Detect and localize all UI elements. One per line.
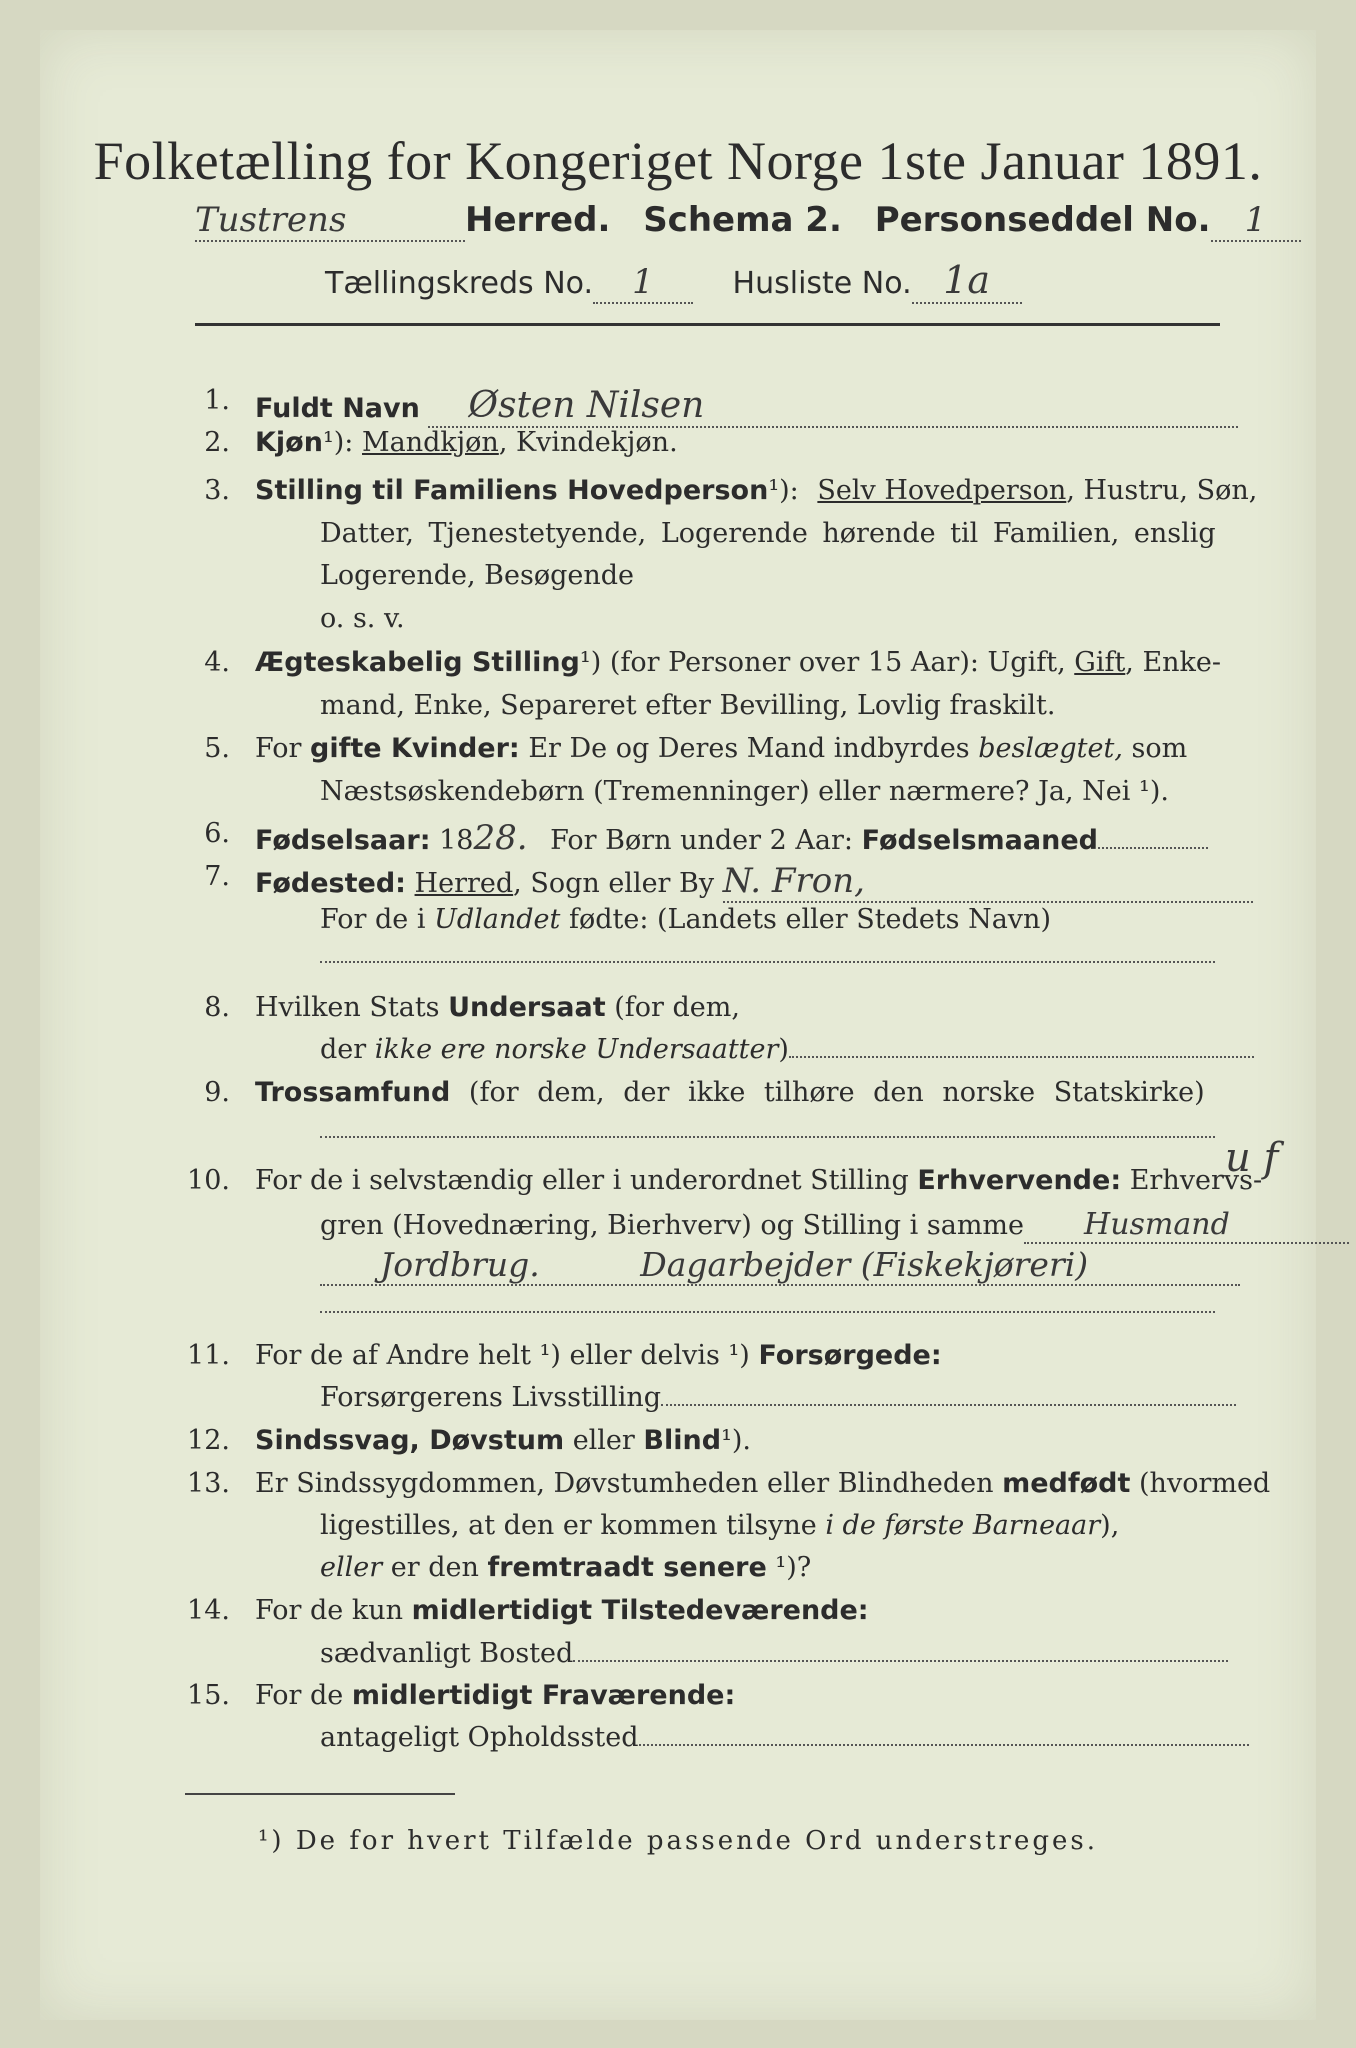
herred-label: Herred. [465, 200, 611, 240]
header-rule [195, 323, 1220, 326]
item-1-full-name [255, 385, 1238, 428]
marital-label: Ægteskabelig Stilling [255, 647, 580, 678]
birth-month-label: Fødselsmaaned [861, 825, 1098, 856]
footnote: ¹) De for hvert Tilfælde passende Ord understreges. [257, 1826, 1098, 1856]
occupation-line2: gren (Hovednæring, Bierhverv) og Stilling i samme [320, 1210, 1025, 1241]
married-women-question: Er De og Deres Mand indbyrdes [528, 733, 970, 764]
congenital-line2-close: ), [1100, 1510, 1120, 1541]
item-9-number: 9. [204, 1077, 230, 1108]
schema-label: Schema 2. [643, 200, 842, 240]
disability-blind: Blind [643, 1425, 722, 1456]
disability-footnote: ¹). [721, 1425, 752, 1456]
birth-month-blank [1098, 841, 1208, 849]
religion-rest: (for dem, der ikke tilhøre den norske Statskirke) [468, 1077, 1205, 1108]
religion-label: Trossamfund [255, 1077, 451, 1108]
citizenship-line2-pre: der [320, 1034, 367, 1065]
congenital-line3-pre: er den [390, 1552, 479, 1583]
item-5-line-2: Næstsøskendebørn (Tremenninger) eller nærmere? Ja, Nei ¹). [320, 776, 1169, 807]
supporter-occupation-label: Forsørgerens Livsstilling [320, 1382, 662, 1413]
temporary-present-pre: For de kun [255, 1595, 403, 1626]
citizenship-pre: Hvilken Stats [255, 992, 440, 1023]
item-9-religion [255, 1077, 1205, 1108]
item-7-blank-line [320, 955, 1215, 963]
congenital-line3-bold: fremtraadt senere [487, 1552, 767, 1583]
occupation-handwritten-dagarbejder: Dagarbejder (Fiskekjøreri) [640, 1245, 1089, 1284]
item-5-married-women [255, 733, 1187, 764]
position-label: Stilling til Familiens Hovedperson [255, 475, 769, 506]
occupation-handwritten-husmand: Husmand [1024, 1207, 1349, 1244]
item-9-blank-line [320, 1130, 1215, 1138]
marital-footnote: ¹) [579, 647, 602, 678]
citizenship-rest: (for dem, [614, 992, 740, 1023]
congenital-line3-footnote: ¹)? [775, 1552, 812, 1583]
temporary-present-label: midlertidigt Tilstedeværende: [411, 1595, 869, 1626]
congenital-line2-pre: ligestilles, at den er kommen tilsyne [320, 1510, 817, 1541]
item-4-line-2: mand, Enke, Separeret efter Bevilling, Lovlig fraskilt. [320, 690, 1056, 721]
item-12-disability [255, 1425, 751, 1456]
birthplace-herred-underlined: Herred [414, 868, 514, 899]
item-12-number: 12. [187, 1425, 230, 1456]
herred-handwritten: Tustrens [195, 200, 465, 242]
item-6-number: 6. [204, 818, 230, 849]
item-4-number: 4. [204, 647, 230, 678]
item-4-marital [255, 647, 1221, 678]
birth-year-label: Fødselsaar: [255, 825, 431, 856]
personseddel-label: Personseddel No. [874, 200, 1211, 240]
form-title: Folketælling for Kongeriget Norge 1ste Januar 1891. [93, 131, 1263, 191]
item-15-temporary-absent [255, 1680, 735, 1711]
kreds-row [325, 258, 1022, 304]
citizenship-blank [789, 1050, 1254, 1058]
congenital-line3-italic: eller [320, 1552, 383, 1583]
sex-label: Kjøn [255, 427, 323, 458]
item-13-congenital [255, 1468, 1270, 1499]
item-10-line-2 [320, 1207, 1349, 1244]
item-15-number: 15. [187, 1680, 230, 1711]
marital-options-1: (for Personer over 15 Aar): Ugift, [609, 647, 1066, 678]
item-7-birthplace [255, 861, 1253, 903]
supported-label: Forsørgede: [758, 1340, 942, 1371]
kreds-label: Tællingskreds No. [325, 266, 593, 301]
item-5-number: 5. [204, 733, 230, 764]
item-8-citizenship [255, 992, 740, 1023]
marital-gift-underlined: Gift [1074, 647, 1126, 678]
birth-month-question: For Børn under 2 Aar: [550, 825, 853, 856]
birthplace-options: , Sogn eller By [513, 868, 715, 899]
citizenship-line2-close: ) [778, 1034, 789, 1065]
item-11-number: 11. [187, 1340, 230, 1371]
birthplace-label: Fødested: [255, 868, 406, 899]
occupation-pre: For de i selvstændig eller i underordnet Stilling [255, 1165, 909, 1196]
item-11-supported [255, 1340, 942, 1371]
item-13-number: 13. [187, 1468, 230, 1499]
congenital-line2-italic: i de første Barneaar [825, 1510, 1101, 1541]
sex-male-underlined: Mandkjøn [362, 427, 499, 458]
married-women-pre: For [255, 733, 302, 764]
item-7-number: 7. [204, 861, 230, 892]
footnote-rule [185, 1793, 455, 1795]
temporary-absent-pre: For de [255, 1680, 344, 1711]
item-1-number: 1. [204, 385, 230, 416]
item-3-position [255, 475, 1257, 506]
abroad-pre: For de i [320, 904, 426, 935]
item-3-line-4: o. s. v. [320, 603, 405, 634]
item-14-temporary-present [255, 1595, 869, 1626]
birth-year-prefix: 18 [439, 825, 474, 856]
husliste-handwritten: 1a [912, 258, 1022, 304]
item-2-number: 2. [204, 427, 230, 458]
supported-pre: For de af Andre helt ¹) eller delvis ¹) [255, 1340, 750, 1371]
disability-label: Sindssvag, Døvstum [255, 1425, 565, 1456]
item-10-line-3 [320, 1245, 1240, 1286]
item-7-line-2 [320, 904, 1051, 935]
item-3-line-2: Datter, Tjenestetyende, Logerende hørende til Familien, enslig [320, 518, 1216, 549]
occupation-rest: Erhvervs- [1129, 1165, 1263, 1196]
married-women-label: gifte Kvinder: [310, 733, 520, 764]
abroad-italic: Udlandet [434, 904, 561, 935]
congenital-rest: (hvormed [1139, 1468, 1271, 1499]
probable-residence-label: antageligt Opholdssted [320, 1722, 639, 1753]
usual-residence-label: sædvanligt Bosted [320, 1638, 574, 1669]
item-13-line-3 [320, 1552, 811, 1583]
occupation-handwritten-mark: u f [1225, 1135, 1279, 1181]
supporter-occupation-blank [661, 1398, 1236, 1406]
item-15-line-2 [320, 1722, 1249, 1753]
married-women-som: som [1131, 733, 1188, 764]
item-10-number: 10. [187, 1165, 230, 1196]
full-name-label: Fuldt Navn [255, 393, 420, 424]
personseddel-handwritten: 1 [1211, 200, 1301, 242]
married-women-related: beslægtet, [978, 733, 1123, 764]
occupation-handwritten-jordbrug: Jordbrug. [380, 1245, 540, 1284]
abroad-question: fødte: (Landets eller Stedets Navn) [568, 904, 1051, 935]
kreds-handwritten: 1 [593, 262, 693, 304]
full-name-handwritten: Østen Nilsen [428, 385, 1238, 428]
occupation-label: Erhvervende: [917, 1165, 1122, 1196]
item-2-sex: Kjøn¹): Mandkjøn, Kvindekjøn. [255, 427, 678, 458]
item-13-line-2 [320, 1510, 1119, 1541]
congenital-label: medfødt [1002, 1468, 1131, 1499]
disability-or: eller [572, 1425, 635, 1456]
birthplace-handwritten: N. Fron, [723, 861, 1253, 903]
item-10-occupation [255, 1165, 1262, 1196]
citizenship-line2-italic: ikke ere norske Undersaatter [374, 1034, 779, 1065]
item-3-line-3: Logerende, Besøgende [320, 560, 634, 591]
temporary-absent-label: midlertidigt Fraværende: [351, 1680, 736, 1711]
item-3-number: 3. [204, 475, 230, 506]
congenital-pre: Er Sindssygdommen, Døvstumheden eller Blindheden [255, 1468, 994, 1499]
item-11-line-2 [320, 1382, 1236, 1413]
item-8-number: 8. [204, 992, 230, 1023]
marital-options-2: , Enke- [1125, 647, 1222, 678]
position-selv-underlined: Selv Hovedperson [817, 475, 1067, 506]
sex-footnote: ¹): [322, 427, 354, 458]
item-6-birth-year [255, 818, 1208, 858]
probable-residence-blank [639, 1738, 1249, 1746]
item-10-blank-line [320, 1305, 1215, 1313]
position-footnote: ¹): [768, 475, 799, 506]
sex-female: Kvindekjøn. [515, 427, 678, 458]
herred-row [195, 200, 1301, 242]
birth-year-handwritten: 28. [473, 818, 528, 858]
husliste-label: Husliste No. [732, 266, 912, 301]
item-8-line-2 [320, 1034, 1254, 1065]
item-14-number: 14. [187, 1595, 230, 1626]
citizenship-label: Undersaat [448, 992, 606, 1023]
position-options-1: , Hustru, Søn, [1066, 475, 1258, 506]
usual-residence-blank [573, 1654, 1228, 1662]
item-14-line-2 [320, 1638, 1228, 1669]
